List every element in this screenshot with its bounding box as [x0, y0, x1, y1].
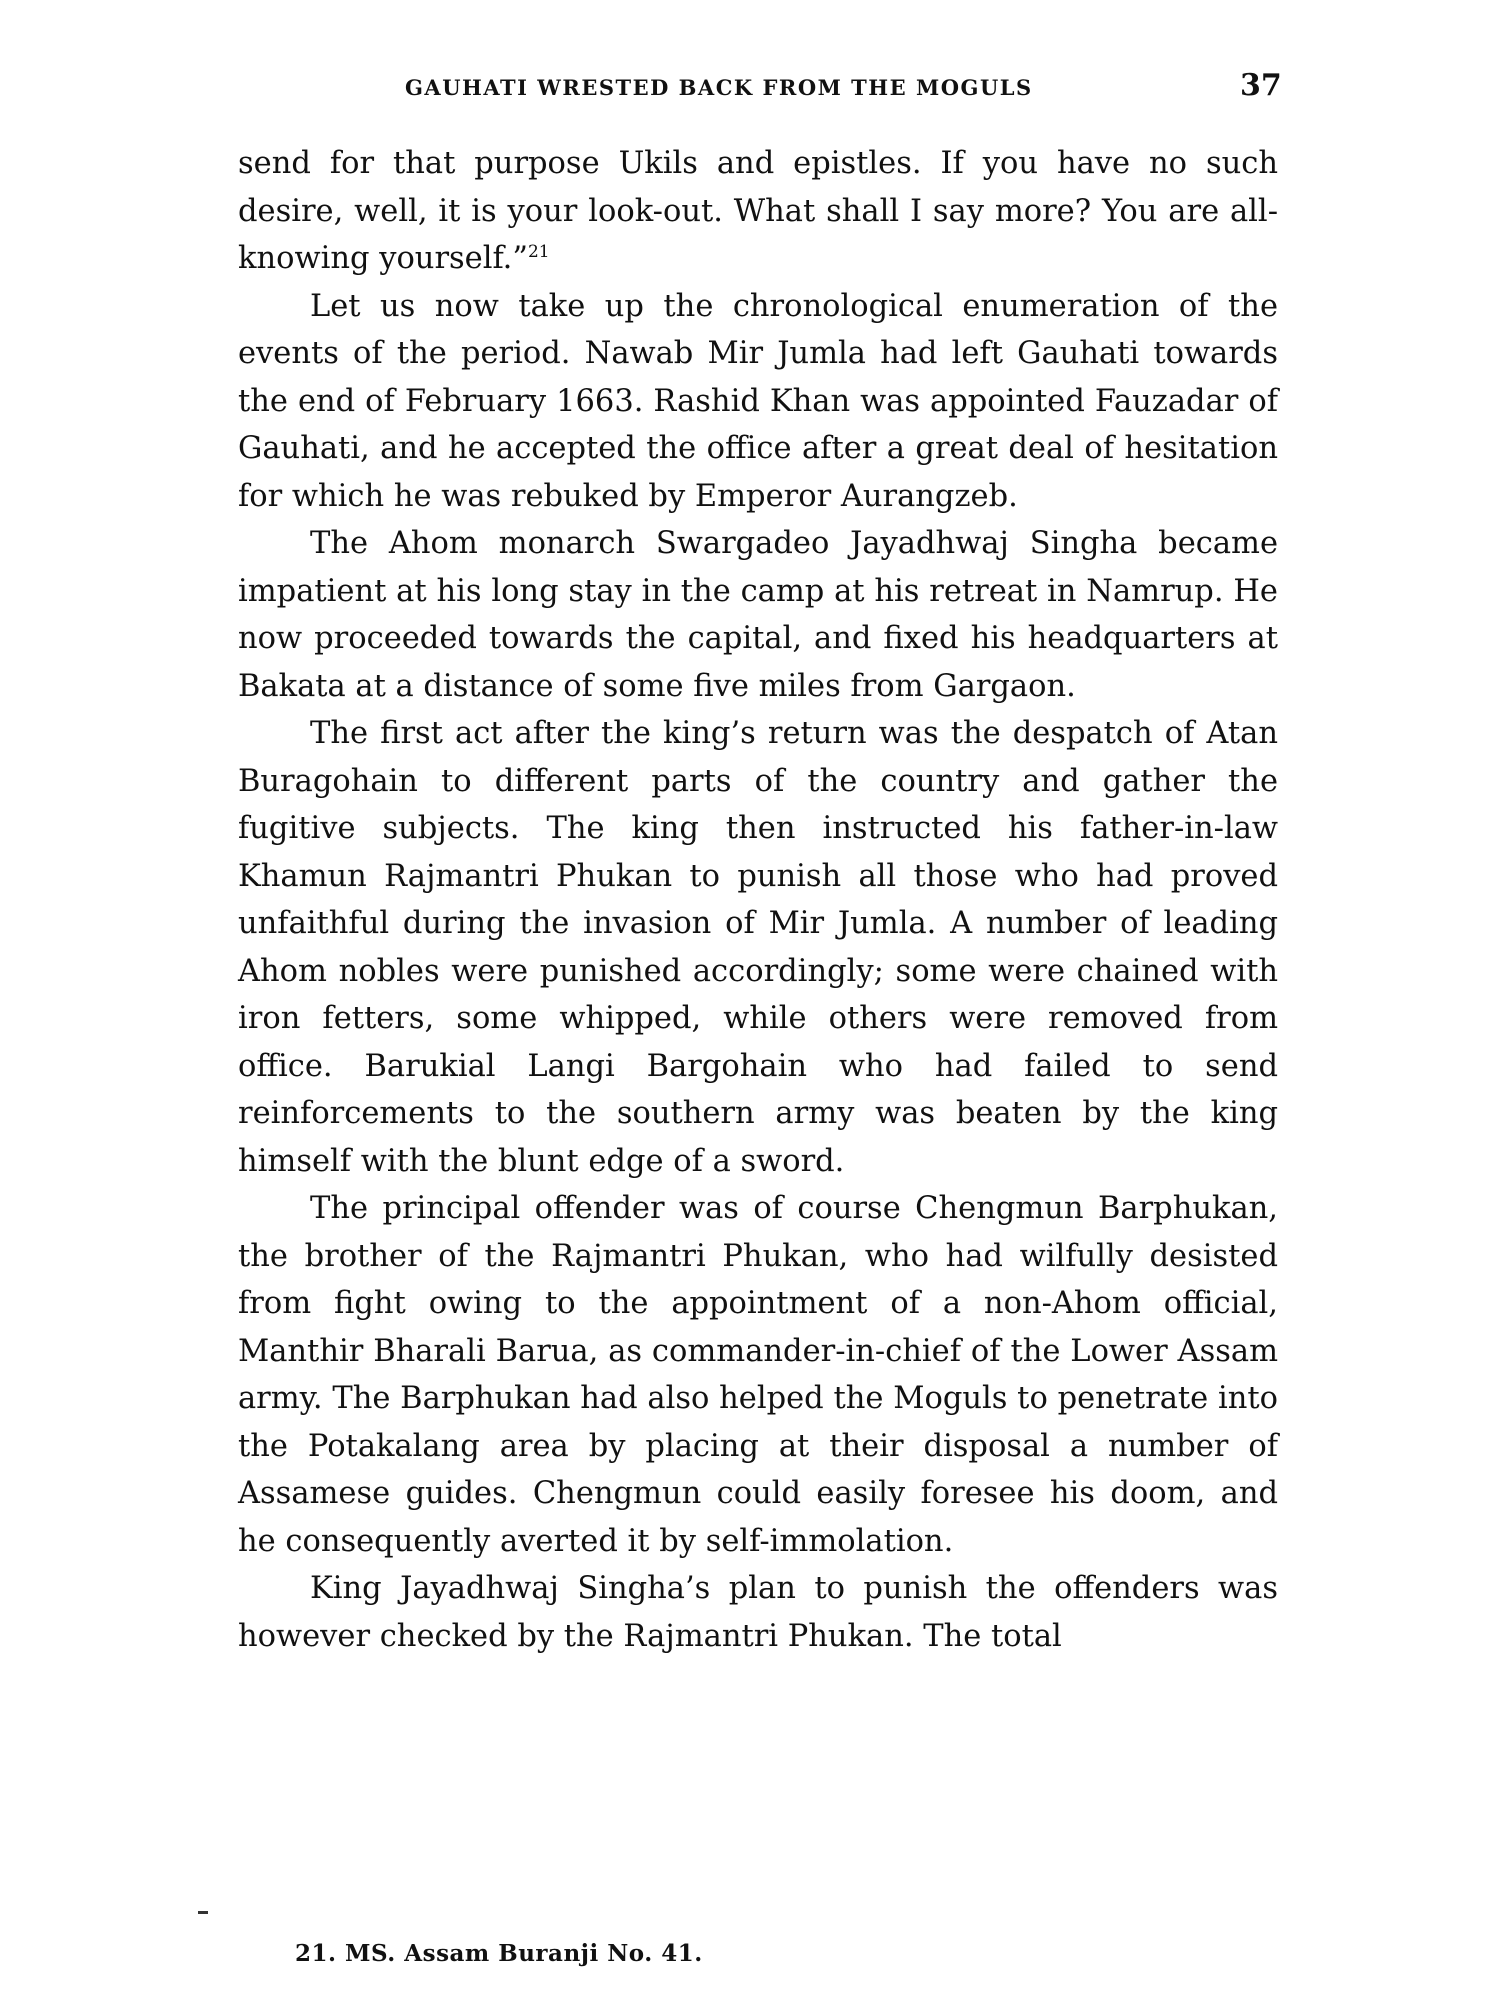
footnote-separator-mark — [198, 1911, 208, 1914]
paragraph-1-text: send for that purpose Ukils and epistles. If you have no such desire, well, it is your look-out. What shall I say more? You are all-knowing yourself.” — [238, 146, 1278, 276]
paragraph-3: The Ahom monarch Swargadeo Jayadhwaj Singha became impatient at his long stay in the camp at his retreat in Namrup. He now proceeded towards the capital, and fixed his headquarters at Bakata at a distance of some five miles from Gargaon. — [238, 526, 1278, 704]
page-number: 37 — [1240, 68, 1282, 103]
footnote: 21. MS. Assam Buranji No. 41. — [295, 1940, 703, 1967]
paragraph-5: The principal offender was of course Chengmun Barphukan, the brother of the Rajmantri Phukan, who had wilfully desisted from fight owing to the appointment of a non-Ahom official, Manthir Bharali Barua, as commander-in-chief of the Lower Assam army. The Barphukan had also helped the Moguls to penetrate into the Potakalang area by placing at their disposal a number of Assamese guides. Chengmun could easily foresee his doom, and he consequently averted it by self-immolation. — [238, 1191, 1278, 1559]
paragraph-2: Let us now take up the chronological enumeration of the events of the period. Nawab Mir Jumla had left Gauhati towards the end of February 1663. Rashid Khan was appointed Fauzadar of Gauhati, and he accepted the office after a great deal of hesitation for which he was rebuked by Emperor Aurangzeb. — [238, 288, 1278, 514]
body-text — [238, 140, 1278, 1660]
paragraph-6: King Jayadhwaj Singha’s plan to punish the offenders was however checked by the Rajmantri Phukan. The total — [238, 1571, 1278, 1654]
paragraph-1 — [238, 140, 1278, 283]
footnote-reference: 21 — [527, 241, 550, 262]
paragraph-4: The first act after the king’s return was the despatch of Atan Buragohain to different parts of the country and gather the fugitive subjects. The king then instructed his father-in-law Khamun Rajmantri Phukan to punish all those who had proved unfaithful during the invasion of Mir Jumla. A number of leading Ahom nobles were punished accordingly; some were chained with iron fetters, some whipped, while others were removed from office. Barukial Langi Bargohain who had failed to send reinforcements to the southern army was beaten by the king himself with the blunt edge of a sword. — [238, 716, 1278, 1179]
running-head: GAUHATI WRESTED BACK FROM THE MOGULS — [405, 75, 1033, 100]
